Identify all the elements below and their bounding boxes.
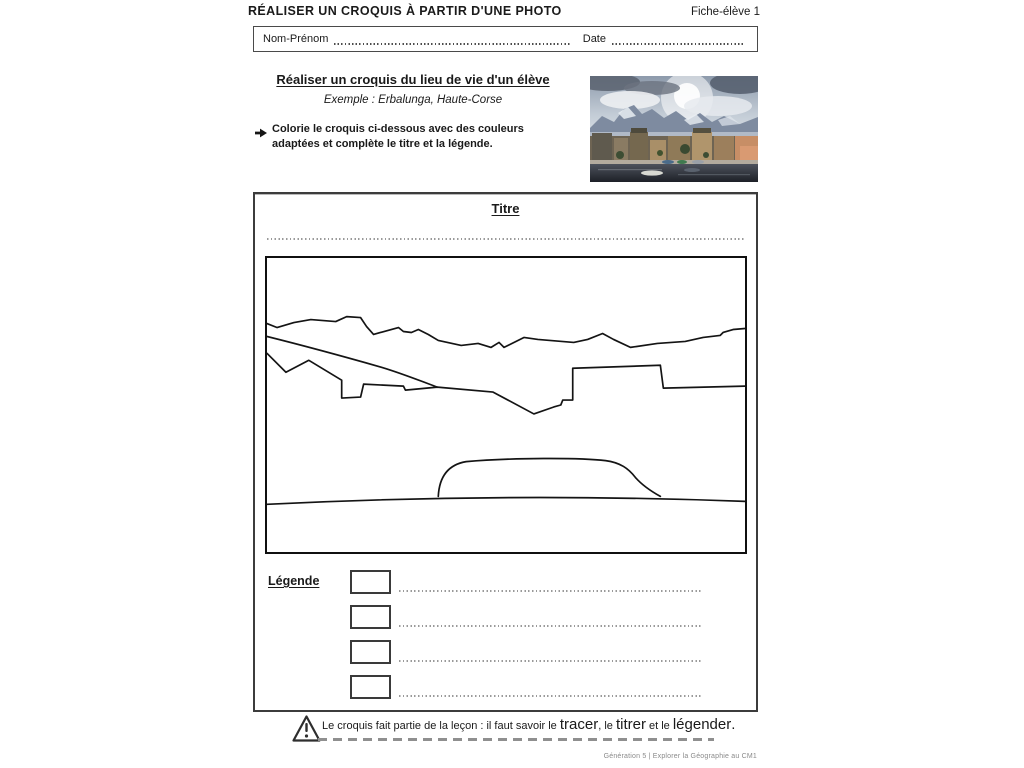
reminder-text: Le croquis fait partie de la leçon : il faut savoir le — [322, 720, 560, 732]
legend-swatch-3[interactable] — [350, 640, 391, 664]
lesson-subtitle: Exemple : Erbalunga, Haute-Corse — [323, 94, 503, 106]
identity-bar — [253, 26, 758, 52]
arrow-bullet-icon — [254, 126, 268, 144]
publisher-credit: Génération 5 | Explorer la Géographie au CM1 — [603, 753, 757, 760]
lesson-reminder: Le croquis fait partie de la leçon : il faut savoir le tracer , le titrer et le légender . — [322, 716, 736, 733]
erbalunga-photo — [590, 76, 758, 182]
croquis-frame — [253, 192, 758, 712]
reminder-verb-titrer: titrer — [615, 716, 646, 733]
village-outline-line — [267, 353, 745, 414]
shore-line — [267, 498, 745, 505]
sheet-label: Fiche-élève 1 — [690, 6, 760, 18]
page-title: RÉALISER UN CROQUIS À PARTIR D'UNE PHOTO — [248, 4, 562, 18]
date-input-line[interactable] — [612, 43, 744, 45]
legend-input-line-1[interactable] — [399, 590, 702, 592]
reminder-verb-legender: légender — [672, 716, 732, 733]
date-label: Date — [582, 33, 606, 45]
reminder-verb-tracer: tracer — [559, 716, 599, 733]
hill-slope-line — [267, 336, 437, 387]
titre-heading: Titre — [491, 201, 520, 216]
legend-input-line-2[interactable] — [399, 625, 702, 627]
name-label: Nom-Prénom — [263, 33, 329, 45]
legend-swatch-4[interactable] — [350, 675, 391, 699]
legend-swatch-2[interactable] — [350, 605, 391, 629]
lesson-title: Réaliser un croquis du lieu de vie d'un élève — [276, 72, 550, 87]
legend-input-line-3[interactable] — [399, 660, 702, 662]
legend-input-line-4[interactable] — [399, 695, 702, 697]
titre-input-line[interactable] — [267, 238, 745, 240]
legend-heading: Légende — [268, 574, 320, 588]
croquis-sketch[interactable] — [265, 256, 747, 554]
dashed-underline — [318, 738, 714, 741]
mountain-ridge-line — [267, 317, 745, 348]
warning-icon — [291, 714, 322, 748]
instruction-text: Colorie le croquis ci-dessous avec des couleurs adaptées et complète le titre et la légende. — [272, 123, 524, 151]
legend-swatch-1[interactable] — [350, 570, 391, 594]
name-input-line[interactable] — [334, 43, 570, 45]
harbour-mole-line — [438, 458, 660, 496]
